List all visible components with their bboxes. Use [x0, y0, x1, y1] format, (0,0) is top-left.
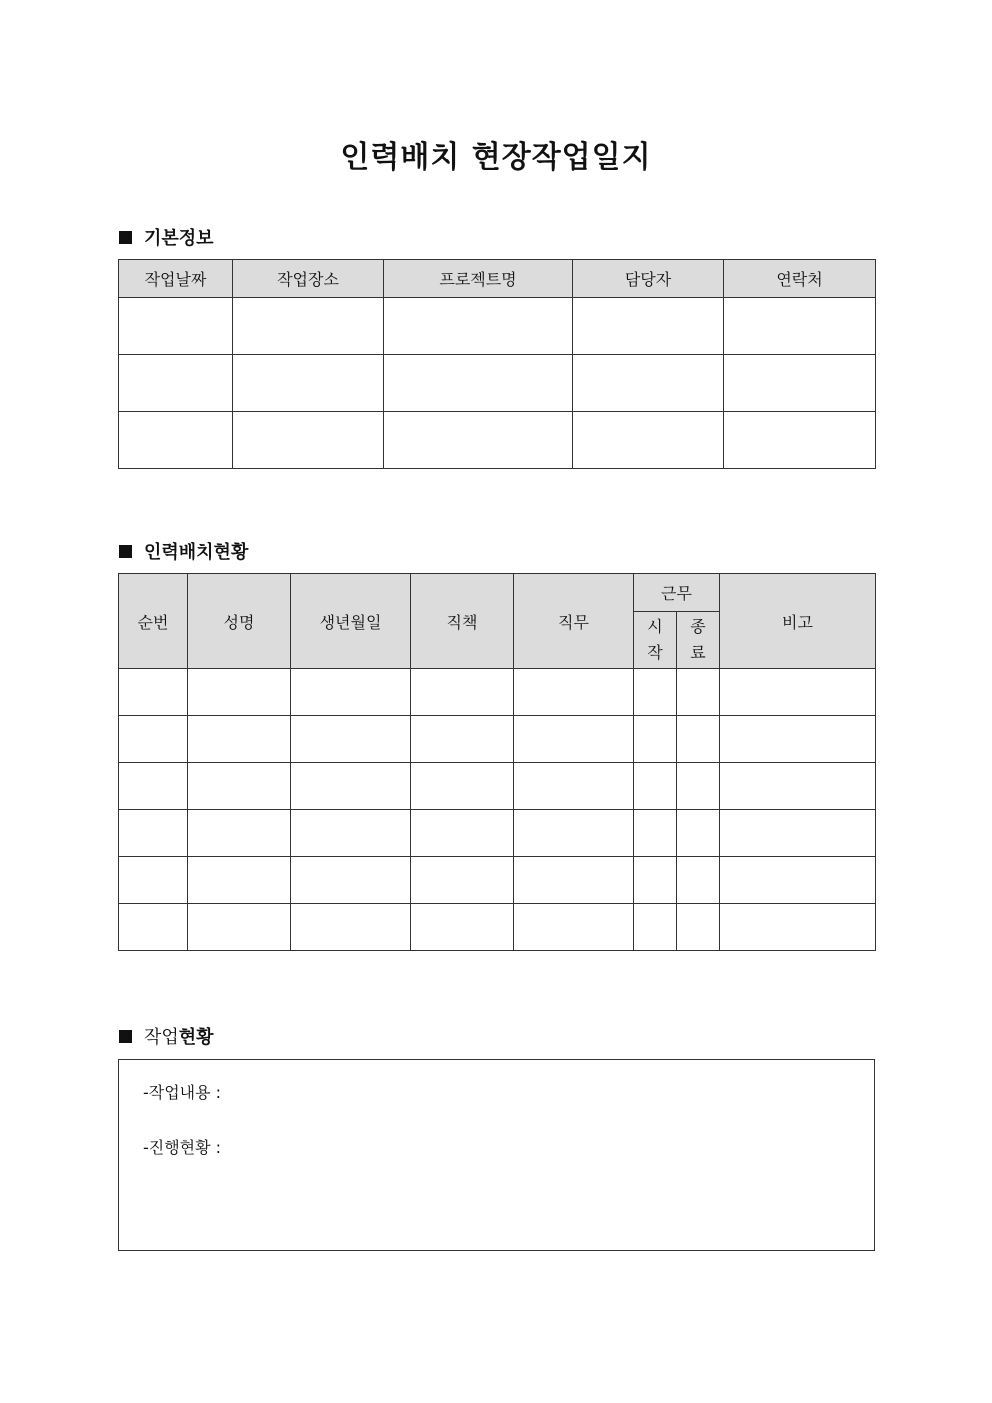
header-name: 성명 — [188, 574, 291, 669]
table-cell[interactable] — [677, 669, 720, 716]
table-cell[interactable] — [514, 763, 634, 810]
header-work-date: 작업날짜 — [119, 260, 233, 298]
table-cell[interactable] — [634, 763, 677, 810]
table-cell[interactable] — [634, 810, 677, 857]
table-row — [119, 298, 876, 355]
header-contact: 연락처 — [724, 260, 876, 298]
section-heading-basic-info — [119, 224, 214, 250]
table-cell[interactable] — [188, 904, 291, 951]
header-project-name: 프로젝트명 — [384, 260, 573, 298]
staffing-table — [118, 573, 876, 951]
table-cell[interactable] — [514, 857, 634, 904]
table-cell[interactable] — [514, 716, 634, 763]
table-cell[interactable] — [573, 355, 724, 412]
table-cell[interactable] — [233, 298, 384, 355]
table-cell[interactable] — [291, 669, 411, 716]
page-title: 인력배치 현장작업일지 — [340, 140, 652, 175]
square-bullet-icon — [119, 231, 132, 244]
table-cell[interactable] — [188, 857, 291, 904]
table-cell[interactable] — [119, 355, 233, 412]
work-content-label: -작업내용 : — [143, 1083, 222, 1102]
table-cell[interactable] — [411, 857, 514, 904]
table-row — [119, 763, 876, 810]
table-cell[interactable] — [573, 298, 724, 355]
header-end-char-2: 료 — [690, 643, 706, 662]
table-cell[interactable] — [119, 412, 233, 469]
table-cell[interactable] — [291, 716, 411, 763]
table-cell[interactable] — [720, 763, 876, 810]
table-cell[interactable] — [188, 669, 291, 716]
table-cell[interactable] — [634, 857, 677, 904]
table-cell[interactable] — [634, 669, 677, 716]
table-cell[interactable] — [384, 412, 573, 469]
table-row — [119, 857, 876, 904]
header-end-char-1: 종 — [690, 617, 706, 636]
header-start-char-1: 시 — [647, 617, 663, 636]
table-cell[interactable] — [720, 669, 876, 716]
table-cell[interactable] — [411, 716, 514, 763]
table-cell[interactable] — [119, 298, 233, 355]
header-note: 비고 — [720, 574, 876, 669]
table-cell[interactable] — [188, 810, 291, 857]
table-cell[interactable] — [411, 904, 514, 951]
table-cell[interactable] — [119, 716, 188, 763]
table-cell[interactable] — [724, 298, 876, 355]
table-cell[interactable] — [720, 904, 876, 951]
table-cell[interactable] — [119, 904, 188, 951]
table-cell[interactable] — [514, 904, 634, 951]
table-cell[interactable] — [291, 763, 411, 810]
table-row — [119, 669, 876, 716]
table-cell[interactable] — [411, 669, 514, 716]
table-cell[interactable] — [119, 763, 188, 810]
section-title: 기본정보 — [144, 228, 214, 249]
header-end — [677, 612, 720, 669]
table-cell[interactable] — [677, 857, 720, 904]
header-birth-date: 생년월일 — [291, 574, 411, 669]
table-cell[interactable] — [677, 810, 720, 857]
header-no: 순번 — [119, 574, 188, 669]
table-row — [119, 904, 876, 951]
table-header-row — [119, 260, 876, 298]
table-cell[interactable] — [411, 810, 514, 857]
header-manager: 담당자 — [573, 260, 724, 298]
table-cell[interactable] — [291, 857, 411, 904]
table-cell[interactable] — [411, 763, 514, 810]
section-title-bold: 현황 — [178, 1027, 214, 1048]
table-cell[interactable] — [634, 716, 677, 763]
table-cell[interactable] — [291, 810, 411, 857]
table-cell[interactable] — [233, 355, 384, 412]
header-work-place: 작업장소 — [233, 260, 384, 298]
table-cell[interactable] — [514, 810, 634, 857]
table-cell[interactable] — [119, 810, 188, 857]
table-cell[interactable] — [119, 857, 188, 904]
header-work: 근무 — [634, 574, 720, 612]
table-cell[interactable] — [720, 716, 876, 763]
table-cell[interactable] — [188, 716, 291, 763]
header-start-char-2: 작 — [647, 643, 663, 662]
table-row — [119, 355, 876, 412]
table-cell[interactable] — [720, 810, 876, 857]
basic-info-table — [118, 259, 876, 469]
square-bullet-icon — [119, 1030, 132, 1043]
header-duty: 직무 — [514, 574, 634, 669]
table-header-row — [119, 574, 876, 612]
table-cell[interactable] — [188, 763, 291, 810]
progress-status-label: -진행현황 : — [143, 1138, 222, 1157]
section-heading-staffing — [119, 538, 248, 564]
table-cell[interactable] — [119, 669, 188, 716]
table-cell[interactable] — [291, 904, 411, 951]
table-cell[interactable] — [573, 412, 724, 469]
work-status-box[interactable] — [118, 1059, 875, 1251]
header-position: 직책 — [411, 574, 514, 669]
table-cell[interactable] — [677, 763, 720, 810]
table-cell[interactable] — [724, 355, 876, 412]
table-cell[interactable] — [677, 904, 720, 951]
table-row — [119, 412, 876, 469]
table-cell[interactable] — [384, 298, 573, 355]
table-row — [119, 810, 876, 857]
table-cell[interactable] — [720, 857, 876, 904]
table-cell[interactable] — [677, 716, 720, 763]
section-heading-work-status — [119, 1023, 214, 1049]
table-cell[interactable] — [634, 904, 677, 951]
header-start — [634, 612, 677, 669]
table-row — [119, 716, 876, 763]
table-cell[interactable] — [233, 412, 384, 469]
table-cell[interactable] — [384, 355, 573, 412]
square-bullet-icon — [119, 545, 132, 558]
table-cell[interactable] — [724, 412, 876, 469]
section-title-prefix: 작업 — [144, 1027, 179, 1048]
section-title: 인력배치현황 — [144, 542, 249, 563]
table-cell[interactable] — [514, 669, 634, 716]
